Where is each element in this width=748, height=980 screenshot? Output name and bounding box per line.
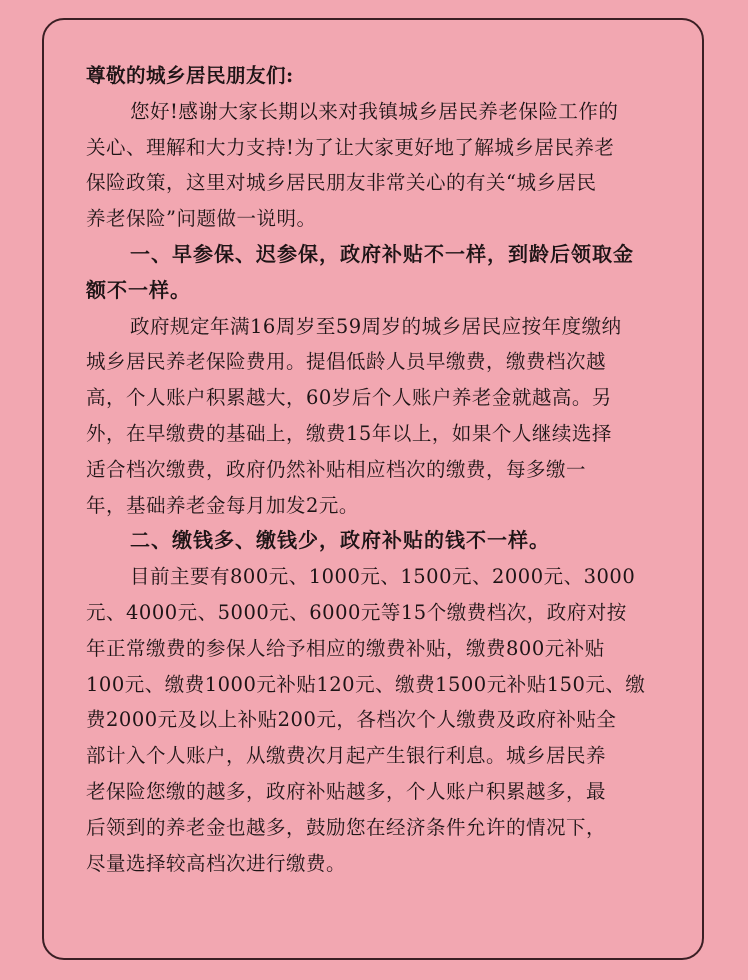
intro-line: 保险政策，这里对城乡居民朋友非常关心的有关“城乡居民 xyxy=(86,171,597,195)
section1-body-line: 高，个人账户积累越大，60岁后个人账户养老金就越高。另 xyxy=(86,386,612,410)
section2-body-line: 元、4000元、5000元、6000元等15个缴费档次，政府对按 xyxy=(86,600,627,624)
intro-line: 养老保险”问题做一说明。 xyxy=(86,207,317,231)
section1-body-line: 政府规定年满16周岁至59周岁的城乡居民应按年度缴纳 xyxy=(130,314,622,338)
section2-body-line: 年正常缴费的参保人给予相应的缴费补贴，缴费800元补贴 xyxy=(86,636,605,660)
section1-body-line: 适合档次缴费，政府仍然补贴相应档次的缴费，每多缴一 xyxy=(86,457,587,481)
section1-heading: 一、早参保、迟参保，政府补贴不一样，到龄后领取金 xyxy=(130,241,634,266)
intro-line: 关心、理解和大力支持!为了让大家更好地了解城乡居民养老 xyxy=(86,135,615,159)
section1-body-line: 外，在早缴费的基础上，缴费15年以上，如果个人继续选择 xyxy=(86,421,612,445)
section2-body-line: 老保险您缴的越多，政府补贴越多，个人账户积累越多，最 xyxy=(86,779,607,803)
notice-content xyxy=(86,58,686,881)
section2-body-line: 部计入个人账户，从缴费次月起产生银行利息。城乡居民养 xyxy=(86,744,607,768)
section2-body-line: 费2000元及以上补贴200元，各档次个人缴费及政府补贴全 xyxy=(86,708,617,732)
section1-body-line: 年，基础养老金每月加发2元。 xyxy=(86,493,359,517)
section2-body-line: 尽量选择较高档次进行缴费。 xyxy=(86,851,347,875)
greeting: 尊敬的城乡居民朋友们: xyxy=(86,64,294,87)
section2-body-line: 100元、缴费1000元补贴120元、缴费1500元补贴150元、缴 xyxy=(86,672,646,696)
section1-heading: 额不一样。 xyxy=(86,277,191,302)
section2-heading: 二、缴钱多、缴钱少，政府补贴的钱不一样。 xyxy=(130,528,550,553)
section2-body-line: 目前主要有800元、1000元、1500元、2000元、3000 xyxy=(130,565,636,589)
section2-body-line: 后领到的养老金也越多，鼓励您在经济条件允许的情况下， xyxy=(86,815,607,839)
section1-body-line: 城乡居民养老保险费用。提倡低龄人员早缴费，缴费档次越 xyxy=(86,350,607,374)
intro-line: 您好!感谢大家长期以来对我镇城乡居民养老保险工作的 xyxy=(130,99,619,123)
